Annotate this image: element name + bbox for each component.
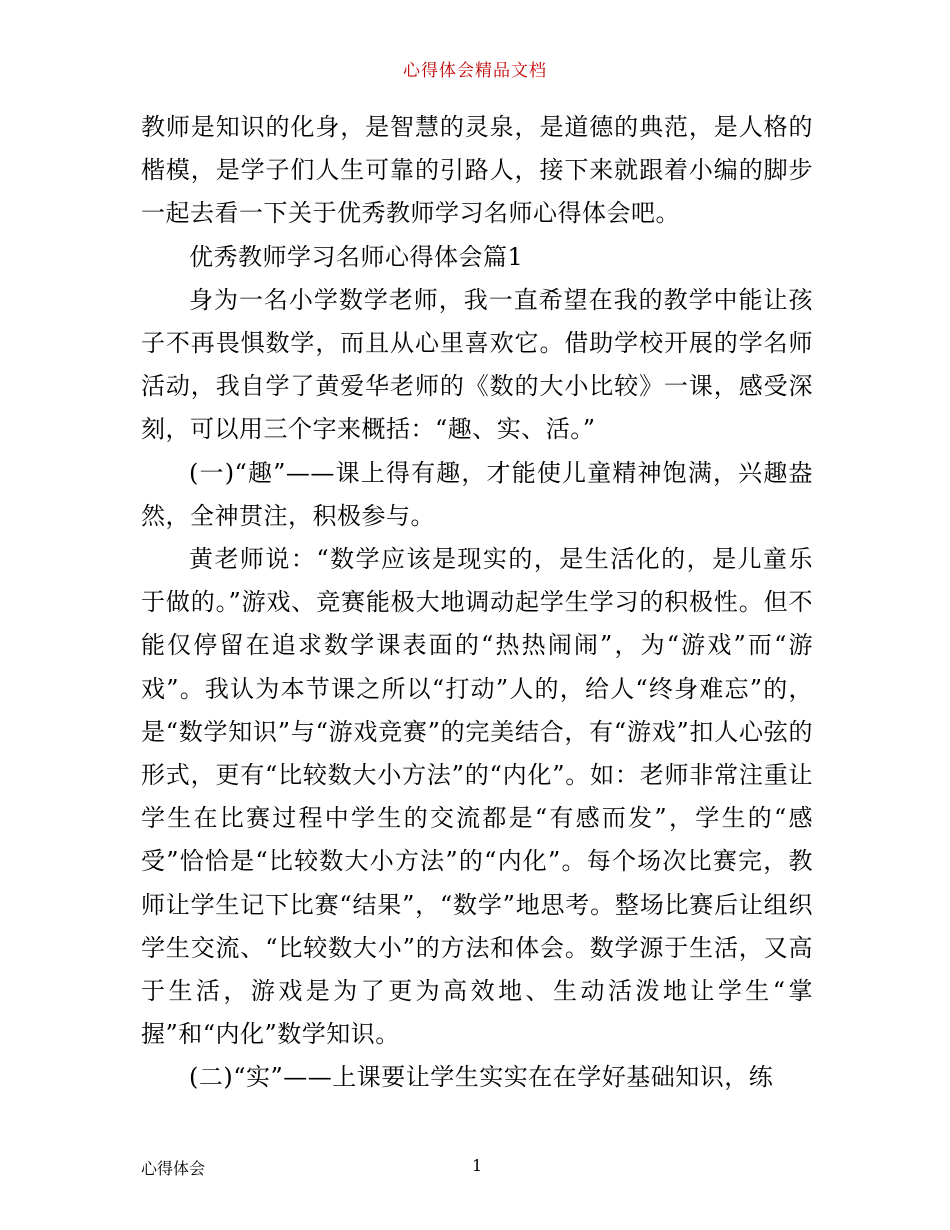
document-body xyxy=(141,106,813,1100)
paragraph: 黄老师说：“数学应该是现实的，是生活化的，是儿童乐于做的。”游戏、竞赛能极大地调动起学生学习的积极性。但不能仅停留在追求数学课表面的“热热闹闹”，为“游戏”而“游戏”。我认为本节课之所以“打动”人的，给人“终身难忘”的，是“数学知识”与“游戏竞赛”的完美结合，有“游戏”扣人心弦的形式，更有“比较数大小方法”的“内化”。如：老师非常注重让学生在比赛过程中学生的交流都是“有感而发”，学生的“感受”恰恰是“比较数大小方法”的“内化”。每个场次比赛完，教师让学生记下比赛“结果”，“数学”地思考。整场比赛后让组织学生交流、“比较数大小”的方法和体会。数学源于生活，又高于生活，游戏是为了更为高效地、生动活泼地让学生“掌握”和“内化”数学知识。 xyxy=(141,545,813,1049)
page-number: 1 xyxy=(472,1156,483,1175)
document-header: 心得体会精品文档 xyxy=(403,61,547,81)
section-title: 优秀教师学习名师心得体会篇1 xyxy=(189,242,524,271)
paragraph: (二)“实”——上课要让学生实实在在学好基础知识，练 xyxy=(189,1063,774,1092)
paragraph: (一)“趣”——课上得有趣，才能使儿童精神饱满，兴趣盎然，全神贯注，积极参与。 xyxy=(141,458,813,530)
paragraph: 身为一名小学数学老师，我一直希望在我的教学中能让孩子不再畏惧数学，而且从心里喜欢它。借助学校开展的学名师活动，我自学了黄爱华老师的《数的大小比较》一课，感受深刻，可以用三个字来概括：“趣、实、活。” xyxy=(141,285,813,444)
paragraph-intro: 教师是知识的化身，是智慧的灵泉，是道德的典范，是人格的楷模，是学子们人生可靠的引路人，接下来就跟着小编的脚步一起去看一下关于优秀教师学习名师心得体会吧。 xyxy=(141,113,813,228)
footer-label: 心得体会 xyxy=(141,1159,206,1178)
